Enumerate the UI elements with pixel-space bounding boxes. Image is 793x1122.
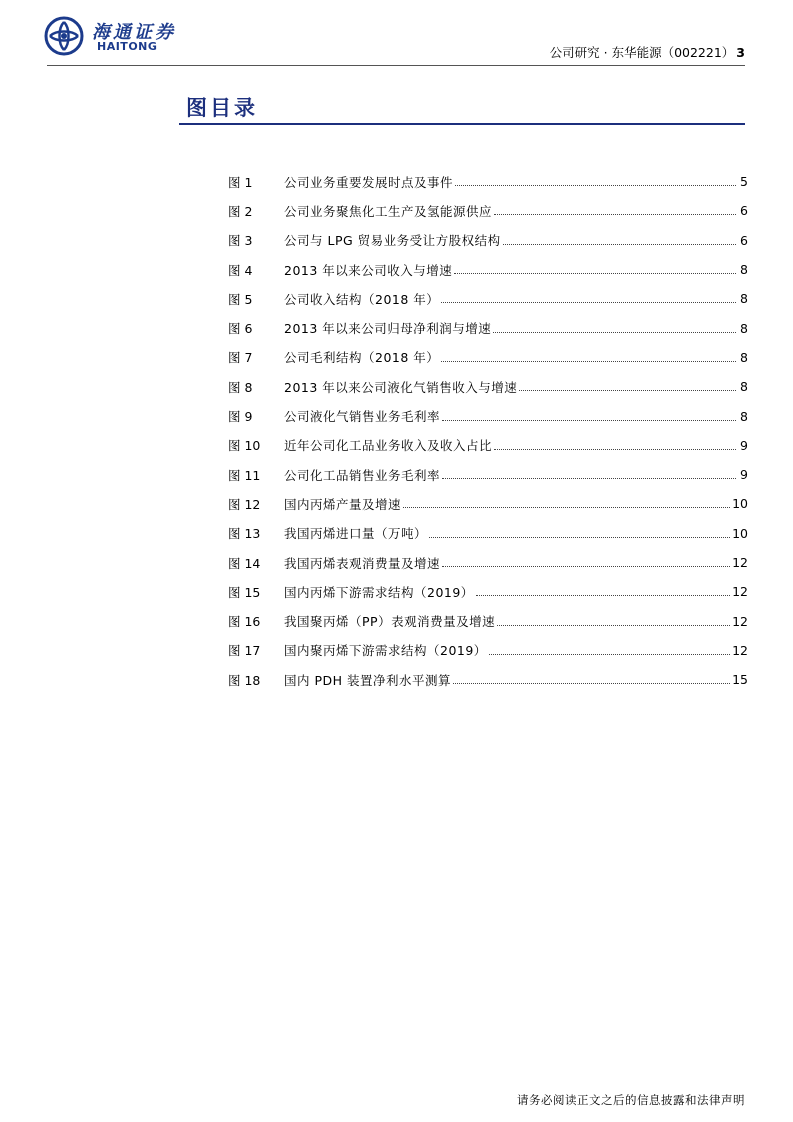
- toc-figure-title: 公司化工品销售业务毛利率: [284, 467, 441, 483]
- toc-figure-title: 2013 年以来公司液化气销售收入与增速: [284, 379, 518, 395]
- toc-figure-title: 公司收入结构（2018 年）: [284, 291, 440, 307]
- toc-entry[interactable]: [228, 372, 748, 401]
- page-title: 图目录: [186, 96, 258, 120]
- title-divider: [179, 123, 745, 125]
- toc-leader-dots: [493, 332, 736, 333]
- toc-page-number: 12: [732, 555, 748, 570]
- toc-figure-label: 图 1: [228, 174, 253, 190]
- toc-figure-label: 图 6: [228, 321, 253, 337]
- toc-page-number: 12: [732, 613, 748, 629]
- toc-figure-title: 我国丙烯进口量（万吨）: [284, 526, 428, 542]
- toc-figure-label: 图 16: [228, 614, 261, 630]
- toc-leader-dots: [519, 390, 736, 391]
- toc-leader-dots: [455, 185, 736, 186]
- toc-figure-title: 国内聚丙烯下游需求结构（2019）: [284, 643, 487, 659]
- report-info-text: 公司研究 · 东华能源（002221）: [549, 45, 735, 60]
- toc-leader-dots: [442, 566, 730, 567]
- figure-toc: [228, 167, 748, 694]
- toc-figure-label: 图 8: [228, 379, 253, 395]
- toc-leader-dots: [489, 654, 730, 655]
- page-number: 3: [736, 45, 745, 60]
- toc-page-number: 6: [740, 232, 748, 248]
- toc-entry[interactable]: [228, 401, 748, 430]
- toc-figure-title: 近年公司化工品业务收入及收入占比: [284, 438, 493, 454]
- toc-entry[interactable]: [228, 519, 748, 548]
- toc-figure-title: 公司业务聚焦化工生产及氢能源供应: [284, 203, 493, 219]
- header-divider: [47, 65, 745, 66]
- toc-page-number: 8: [740, 262, 748, 278]
- toc-leader-dots: [403, 507, 730, 508]
- toc-figure-label: 图 9: [228, 409, 253, 425]
- toc-entry[interactable]: [228, 343, 748, 372]
- toc-leader-dots: [429, 537, 730, 538]
- toc-entry[interactable]: [228, 489, 748, 518]
- toc-page-number: 8: [740, 379, 748, 395]
- toc-figure-label: 图 18: [228, 672, 261, 688]
- toc-figure-title: 我国聚丙烯（PP）表观消费量及增速: [284, 614, 496, 630]
- toc-leader-dots: [497, 625, 730, 626]
- toc-entry[interactable]: [228, 606, 748, 635]
- toc-figure-label: 图 12: [228, 496, 261, 512]
- toc-figure-title: 公司液化气销售业务毛利率: [284, 409, 441, 425]
- brand-name-en: HAITONG: [97, 40, 158, 53]
- toc-entry[interactable]: [228, 460, 748, 489]
- toc-figure-title: 我国丙烯表观消费量及增速: [284, 555, 441, 571]
- toc-figure-title: 2013 年以来公司归母净利润与增速: [284, 321, 492, 337]
- toc-figure-label: 图 5: [228, 291, 253, 307]
- toc-leader-dots: [441, 302, 736, 303]
- toc-entry[interactable]: [228, 431, 748, 460]
- toc-figure-label: 图 4: [228, 262, 253, 278]
- toc-page-number: 5: [740, 174, 748, 190]
- toc-figure-title: 国内丙烯下游需求结构（2019）: [284, 584, 474, 600]
- legal-disclaimer: 请务必阅读正文之后的信息披露和法律声明: [517, 1093, 745, 1107]
- toc-leader-dots: [476, 595, 730, 596]
- toc-page-number: 9: [740, 437, 748, 453]
- toc-figure-title: 公司业务重要发展时点及事件: [284, 174, 454, 190]
- toc-page-number: 8: [740, 349, 748, 365]
- report-info: [550, 43, 745, 61]
- toc-leader-dots: [441, 361, 736, 362]
- toc-leader-dots: [494, 449, 736, 450]
- toc-entry[interactable]: [228, 313, 748, 342]
- toc-page-number: 10: [732, 525, 748, 541]
- brand-name-cn: 海通证券: [92, 22, 176, 43]
- toc-page-number: 12: [732, 584, 748, 600]
- toc-figure-label: 图 14: [228, 555, 261, 571]
- page-header: [0, 0, 793, 70]
- toc-leader-dots: [503, 244, 736, 245]
- toc-entry[interactable]: [228, 665, 748, 694]
- toc-page-number: 9: [740, 467, 748, 483]
- toc-figure-label: 图 17: [228, 643, 261, 659]
- toc-leader-dots: [442, 478, 736, 479]
- toc-figure-title: 国内丙烯产量及增速: [284, 496, 402, 512]
- toc-leader-dots: [453, 683, 730, 684]
- toc-page-number: 12: [732, 642, 748, 658]
- toc-leader-dots: [442, 420, 736, 421]
- toc-figure-label: 图 13: [228, 526, 261, 542]
- toc-figure-label: 图 11: [228, 467, 261, 483]
- toc-entry[interactable]: [228, 255, 748, 284]
- toc-entry[interactable]: [228, 577, 748, 606]
- toc-entry[interactable]: [228, 284, 748, 313]
- toc-figure-label: 图 7: [228, 350, 253, 366]
- toc-leader-dots: [454, 273, 736, 274]
- toc-figure-label: 图 15: [228, 584, 261, 600]
- toc-page-number: 8: [740, 408, 748, 424]
- toc-figure-title: 国内 PDH 装置净利水平测算: [284, 672, 452, 688]
- toc-figure-label: 图 3: [228, 233, 253, 249]
- toc-leader-dots: [494, 214, 736, 215]
- toc-entry[interactable]: [228, 636, 748, 665]
- toc-figure-title: 2013 年以来公司收入与增速: [284, 262, 453, 278]
- toc-entry[interactable]: [228, 196, 748, 225]
- haitong-logo-icon: [44, 16, 84, 56]
- toc-figure-label: 图 10: [228, 438, 261, 454]
- toc-figure-title: 公司毛利结构（2018 年）: [284, 350, 440, 366]
- toc-page-number: 10: [732, 496, 748, 512]
- toc-entry[interactable]: [228, 167, 748, 196]
- toc-page-number: 8: [740, 320, 748, 336]
- toc-figure-title: 公司与 LPG 贸易业务受让方股权结构: [284, 233, 501, 249]
- toc-entry[interactable]: [228, 548, 748, 577]
- toc-entry[interactable]: [228, 226, 748, 255]
- toc-figure-label: 图 2: [228, 203, 253, 219]
- toc-page-number: 6: [740, 203, 748, 219]
- toc-page-number: 8: [740, 291, 748, 307]
- toc-page-number: 15: [732, 672, 748, 688]
